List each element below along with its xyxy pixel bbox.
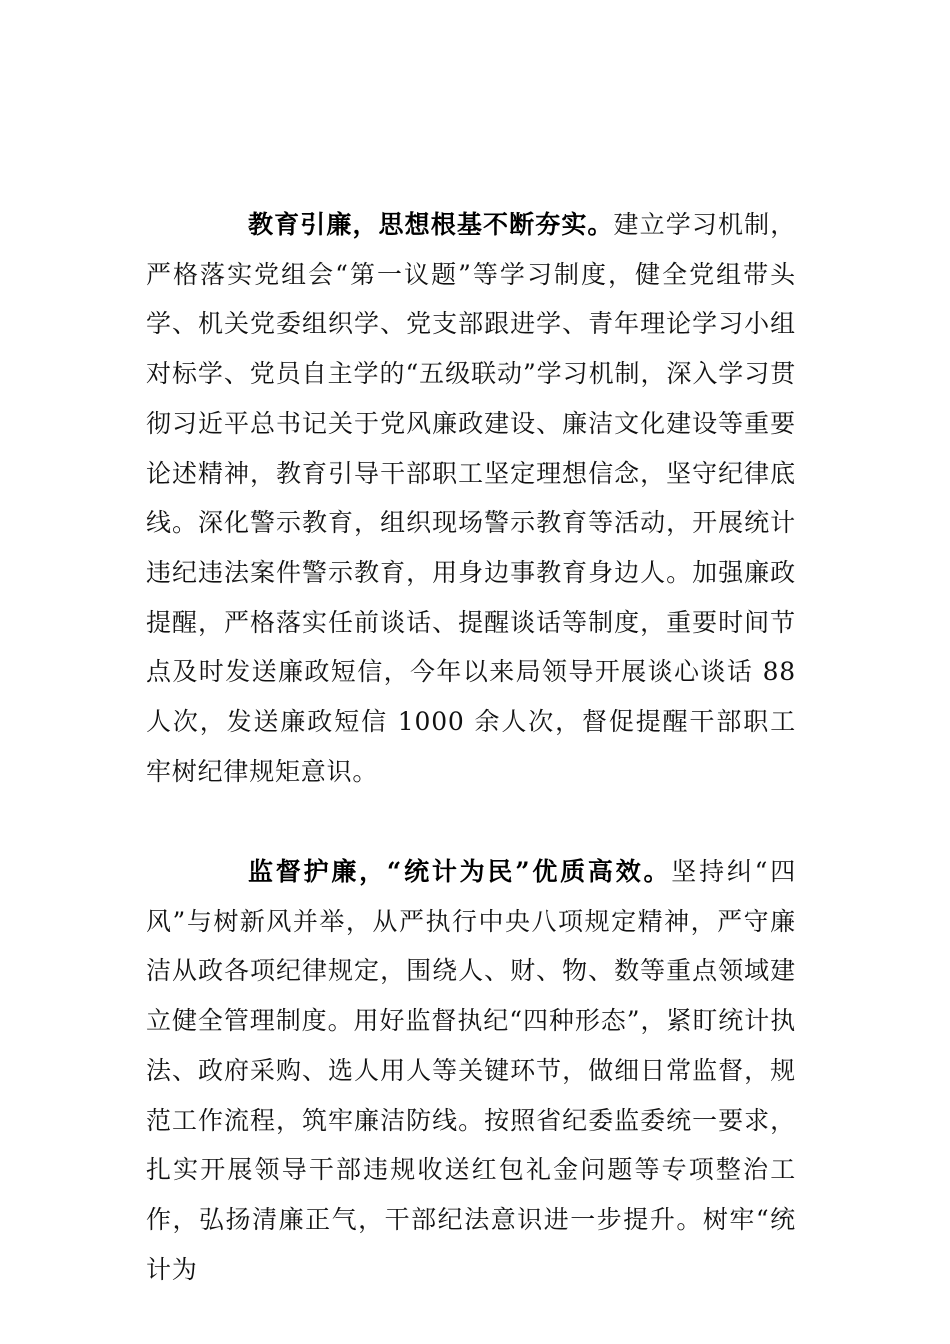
paragraph-heading: 监督护廉，“统计为民”优质高效。 (248, 857, 672, 886)
paragraph-heading: 教育引廉，思想根基不断夯实。 (248, 210, 614, 239)
paragraph-supervision (146, 847, 796, 1294)
paragraph-body: 坚持纠“四风”与树新风并举，从严执行中央八项规定精神，严守廉洁从政各项纪律规定，围绕人、财、物、数等重点领域建立健全管理制度。用好监督执纪“四种形态”，紧盯统计执法、政府采购、选人用人等关键环节，做细日常监督，规范工作流程，筑牢廉洁防线。按照省纪委监委统一要求，扎实开展领导干部违规收送红包礼金问题等专项整治工作，弘扬清廉正气，干部纪法意识进一步提升。树牢“统计为 (146, 857, 797, 1284)
paragraph-body: 建立学习机制，严格落实党组会“第一议题”等学习制度，健全党组带头学、机关党委组织学、党支部跟进学、青年理论学习小组对标学、党员自主学的“五级联动”学习机制，深入学习贯彻习近平总书记关于党风廉政建设、廉洁文化建设等重要论述精神，教育引导干部职工坚定理想信念，坚守纪律底线。深化警示教育，组织现场警示教育等活动，开展统计违纪违法案件警示教育，用身边事教育身边人。加强廉政提醒，严格落实任前谈话、提醒谈话等制度，重要时间节点及时发送廉政短信，今年以来局领导开展谈心谈话 88 人次，发送廉政短信 1000 余人次，督促提醒干部职工牢树纪律规矩意识。 (146, 210, 797, 786)
paragraph-education (146, 200, 796, 796)
